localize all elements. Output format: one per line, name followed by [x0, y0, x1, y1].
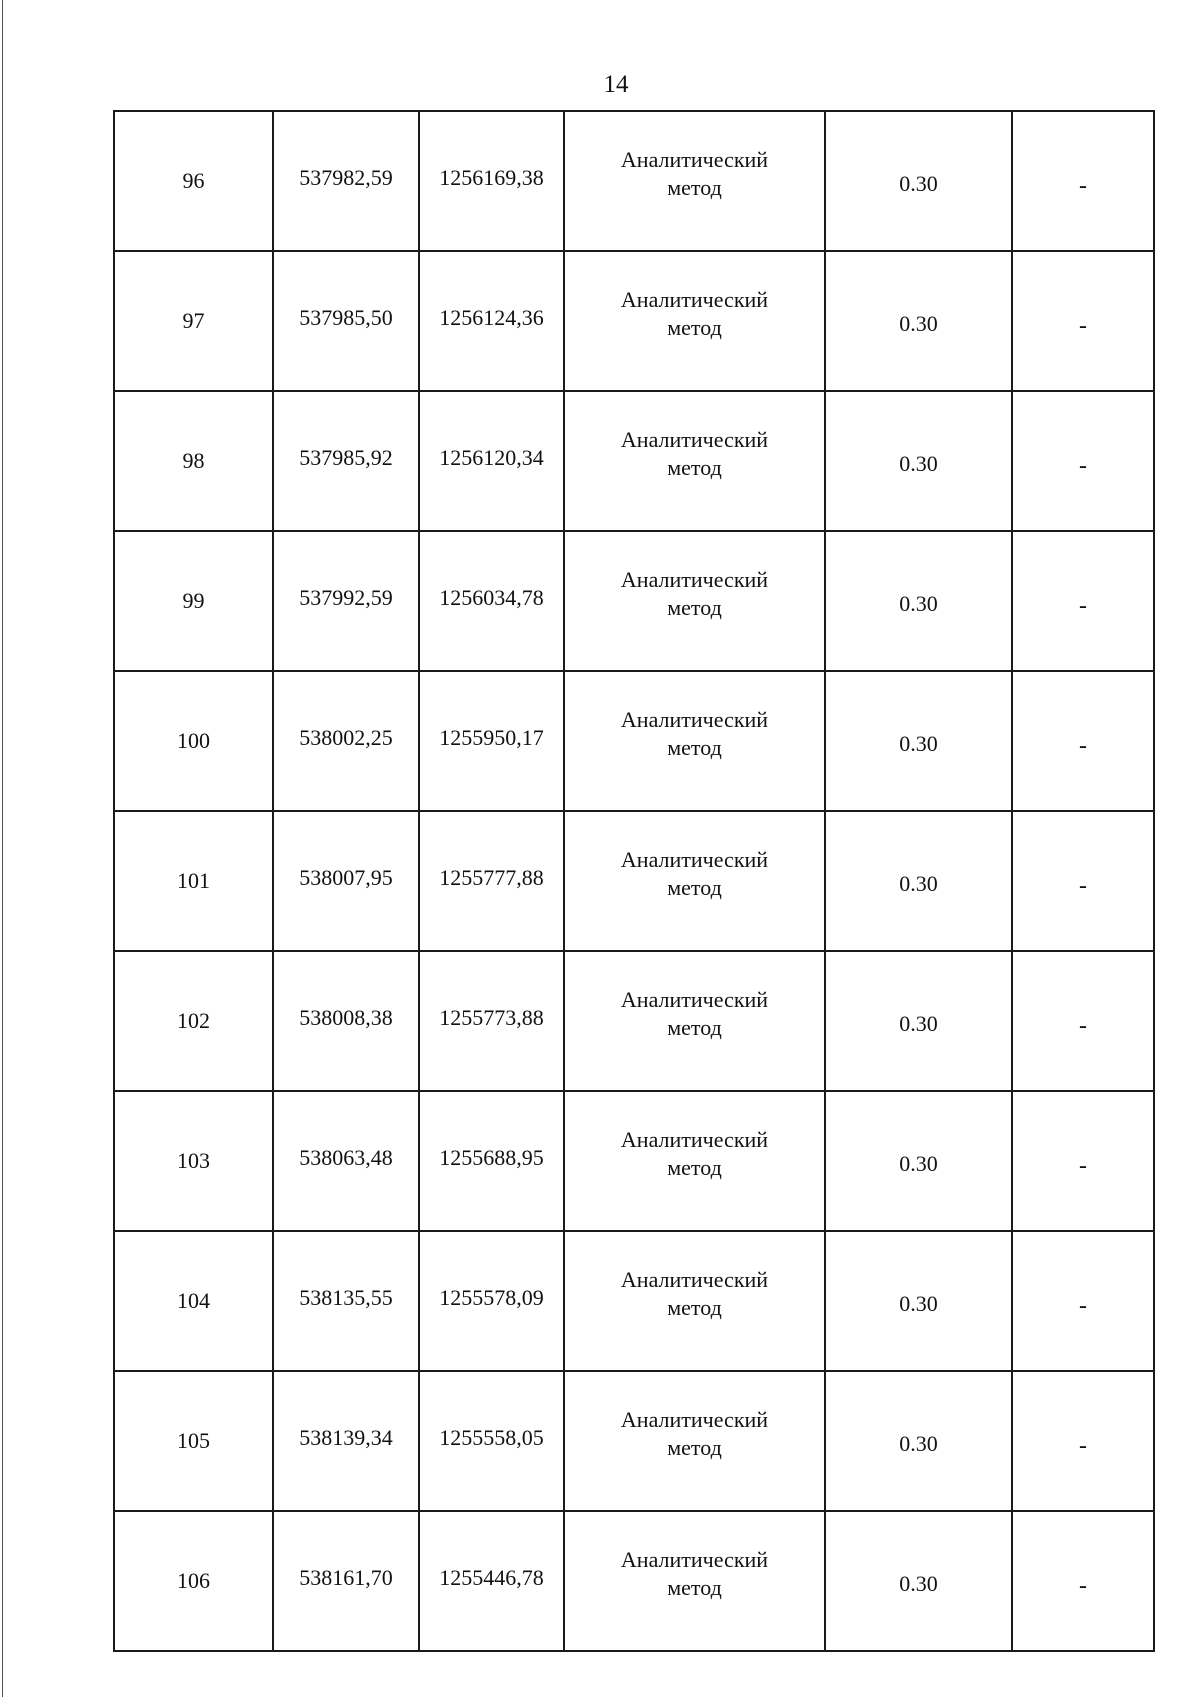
- cell-point-number: [114, 811, 273, 951]
- coordinates-table: [113, 110, 1155, 1652]
- determination-method: Аналитический метод: [620, 1547, 769, 1600]
- table-row: [114, 1371, 1154, 1511]
- cell-coordinate-x: [273, 1371, 419, 1511]
- cell-coordinate-y: [419, 391, 564, 531]
- point-number: 103: [177, 1148, 210, 1173]
- cell-determination-method: [564, 1371, 825, 1511]
- precision-value: 0.30: [899, 451, 938, 476]
- determination-method: Аналитический метод: [620, 287, 769, 340]
- cell-determination-method: [564, 1091, 825, 1231]
- coordinate-x: 537985,50: [299, 305, 393, 330]
- coordinate-y: 1256034,78: [439, 585, 544, 610]
- coordinate-x: 537992,59: [299, 585, 393, 610]
- cell-note-value: [1012, 531, 1154, 671]
- cell-precision-value: [825, 1511, 1012, 1651]
- point-number: 105: [177, 1428, 210, 1453]
- cell-precision-value: [825, 951, 1012, 1091]
- point-number: 101: [177, 868, 210, 893]
- precision-value: 0.30: [899, 1011, 938, 1036]
- cell-coordinate-y: [419, 1371, 564, 1511]
- cell-coordinate-x: [273, 811, 419, 951]
- determination-method: Аналитический метод: [620, 1267, 769, 1320]
- point-number: 97: [182, 308, 205, 333]
- precision-value: 0.30: [899, 311, 938, 336]
- cell-coordinate-x: [273, 671, 419, 811]
- coordinate-x: 537985,92: [299, 445, 393, 470]
- cell-note-value: [1012, 391, 1154, 531]
- cell-determination-method: [564, 1231, 825, 1371]
- determination-method: Аналитический метод: [620, 567, 769, 620]
- precision-value: 0.30: [899, 1431, 938, 1456]
- cell-precision-value: [825, 111, 1012, 251]
- cell-coordinate-y: [419, 951, 564, 1091]
- table-row: [114, 251, 1154, 391]
- table-row: [114, 1091, 1154, 1231]
- note-value: -: [1079, 733, 1087, 759]
- coordinate-x: 538063,48: [299, 1145, 393, 1170]
- note-value: -: [1079, 173, 1087, 199]
- coordinate-y: 1255558,05: [439, 1425, 544, 1450]
- coordinate-x: 538002,25: [299, 725, 393, 750]
- cell-precision-value: [825, 671, 1012, 811]
- point-number: 104: [177, 1288, 210, 1313]
- precision-value: 0.30: [899, 1571, 938, 1596]
- note-value: -: [1079, 1293, 1087, 1319]
- cell-determination-method: [564, 391, 825, 531]
- cell-precision-value: [825, 531, 1012, 671]
- coordinate-x: 538008,38: [299, 1005, 393, 1030]
- cell-precision-value: [825, 251, 1012, 391]
- coordinates-table-body: [114, 111, 1154, 1651]
- cell-coordinate-x: [273, 1231, 419, 1371]
- cell-point-number: [114, 391, 273, 531]
- cell-coordinate-x: [273, 1511, 419, 1651]
- cell-note-value: [1012, 671, 1154, 811]
- point-number: 102: [177, 1008, 210, 1033]
- determination-method: Аналитический метод: [620, 147, 769, 200]
- note-value: -: [1079, 1013, 1087, 1039]
- point-number: 100: [177, 728, 210, 753]
- cell-coordinate-y: [419, 251, 564, 391]
- point-number: 106: [177, 1568, 210, 1593]
- coordinate-x: 538007,95: [299, 865, 393, 890]
- point-number: 98: [182, 448, 205, 473]
- cell-coordinate-x: [273, 951, 419, 1091]
- cell-point-number: [114, 531, 273, 671]
- cell-point-number: [114, 951, 273, 1091]
- point-number: 99: [182, 588, 205, 613]
- determination-method: Аналитический метод: [620, 707, 769, 760]
- cell-coordinate-x: [273, 391, 419, 531]
- cell-coordinate-y: [419, 1511, 564, 1651]
- precision-value: 0.30: [899, 591, 938, 616]
- cell-coordinate-y: [419, 531, 564, 671]
- note-value: -: [1079, 453, 1087, 479]
- note-value: -: [1079, 593, 1087, 619]
- cell-precision-value: [825, 811, 1012, 951]
- coordinate-y: 1255777,88: [439, 865, 544, 890]
- coordinate-x: 538139,34: [299, 1425, 393, 1450]
- cell-note-value: [1012, 1231, 1154, 1371]
- determination-method: Аналитический метод: [620, 1127, 769, 1180]
- precision-value: 0.30: [899, 1151, 938, 1176]
- cell-point-number: [114, 1091, 273, 1231]
- determination-method: Аналитический метод: [620, 987, 769, 1040]
- coordinate-y: 1256124,36: [439, 305, 544, 330]
- cell-precision-value: [825, 1091, 1012, 1231]
- precision-value: 0.30: [899, 871, 938, 896]
- cell-note-value: [1012, 1371, 1154, 1511]
- precision-value: 0.30: [899, 731, 938, 756]
- cell-coordinate-x: [273, 1091, 419, 1231]
- cell-coordinate-x: [273, 111, 419, 251]
- table-row: [114, 391, 1154, 531]
- cell-point-number: [114, 111, 273, 251]
- note-value: -: [1079, 313, 1087, 339]
- cell-point-number: [114, 671, 273, 811]
- cell-coordinate-x: [273, 531, 419, 671]
- cell-point-number: [114, 251, 273, 391]
- precision-value: 0.30: [899, 171, 938, 196]
- cell-determination-method: [564, 111, 825, 251]
- precision-value: 0.30: [899, 1291, 938, 1316]
- cell-note-value: [1012, 1511, 1154, 1651]
- table-row: [114, 1511, 1154, 1651]
- table-row: [114, 1231, 1154, 1371]
- cell-determination-method: [564, 1511, 825, 1651]
- cell-determination-method: [564, 531, 825, 671]
- cell-note-value: [1012, 951, 1154, 1091]
- cell-note-value: [1012, 1091, 1154, 1231]
- table-row: [114, 111, 1154, 251]
- coordinate-y: 1255950,17: [439, 725, 544, 750]
- coordinate-y: 1255446,78: [439, 1565, 544, 1590]
- cell-point-number: [114, 1231, 273, 1371]
- coordinate-y: 1255773,88: [439, 1005, 544, 1030]
- cell-note-value: [1012, 811, 1154, 951]
- note-value: -: [1079, 1433, 1087, 1459]
- cell-determination-method: [564, 951, 825, 1091]
- coordinate-x: 538135,55: [299, 1285, 393, 1310]
- coordinate-x: 538161,70: [299, 1565, 393, 1590]
- cell-point-number: [114, 1511, 273, 1651]
- cell-precision-value: [825, 1231, 1012, 1371]
- coordinate-y: 1255578,09: [439, 1285, 544, 1310]
- coordinate-y: 1256120,34: [439, 445, 544, 470]
- cell-determination-method: [564, 671, 825, 811]
- note-value: -: [1079, 873, 1087, 899]
- coordinate-y: 1255688,95: [439, 1145, 544, 1170]
- scan-edge-line: [2, 0, 3, 1697]
- determination-method: Аналитический метод: [620, 847, 769, 900]
- coordinate-y: 1256169,38: [439, 165, 544, 190]
- point-number: 96: [182, 168, 205, 193]
- cell-note-value: [1012, 111, 1154, 251]
- cell-coordinate-y: [419, 111, 564, 251]
- cell-note-value: [1012, 251, 1154, 391]
- table-row: [114, 671, 1154, 811]
- table-row: [114, 951, 1154, 1091]
- cell-determination-method: [564, 251, 825, 391]
- cell-coordinate-y: [419, 1231, 564, 1371]
- cell-determination-method: [564, 811, 825, 951]
- cell-point-number: [114, 1371, 273, 1511]
- determination-method: Аналитический метод: [620, 1407, 769, 1460]
- cell-precision-value: [825, 391, 1012, 531]
- cell-precision-value: [825, 1371, 1012, 1511]
- note-value: -: [1079, 1573, 1087, 1599]
- note-value: -: [1079, 1153, 1087, 1179]
- page-number: 14: [603, 71, 629, 98]
- cell-coordinate-y: [419, 811, 564, 951]
- table-row: [114, 811, 1154, 951]
- table-row: [114, 531, 1154, 671]
- coordinate-x: 537982,59: [299, 165, 393, 190]
- cell-coordinate-y: [419, 1091, 564, 1231]
- determination-method: Аналитический метод: [620, 427, 769, 480]
- cell-coordinate-y: [419, 671, 564, 811]
- cell-coordinate-x: [273, 251, 419, 391]
